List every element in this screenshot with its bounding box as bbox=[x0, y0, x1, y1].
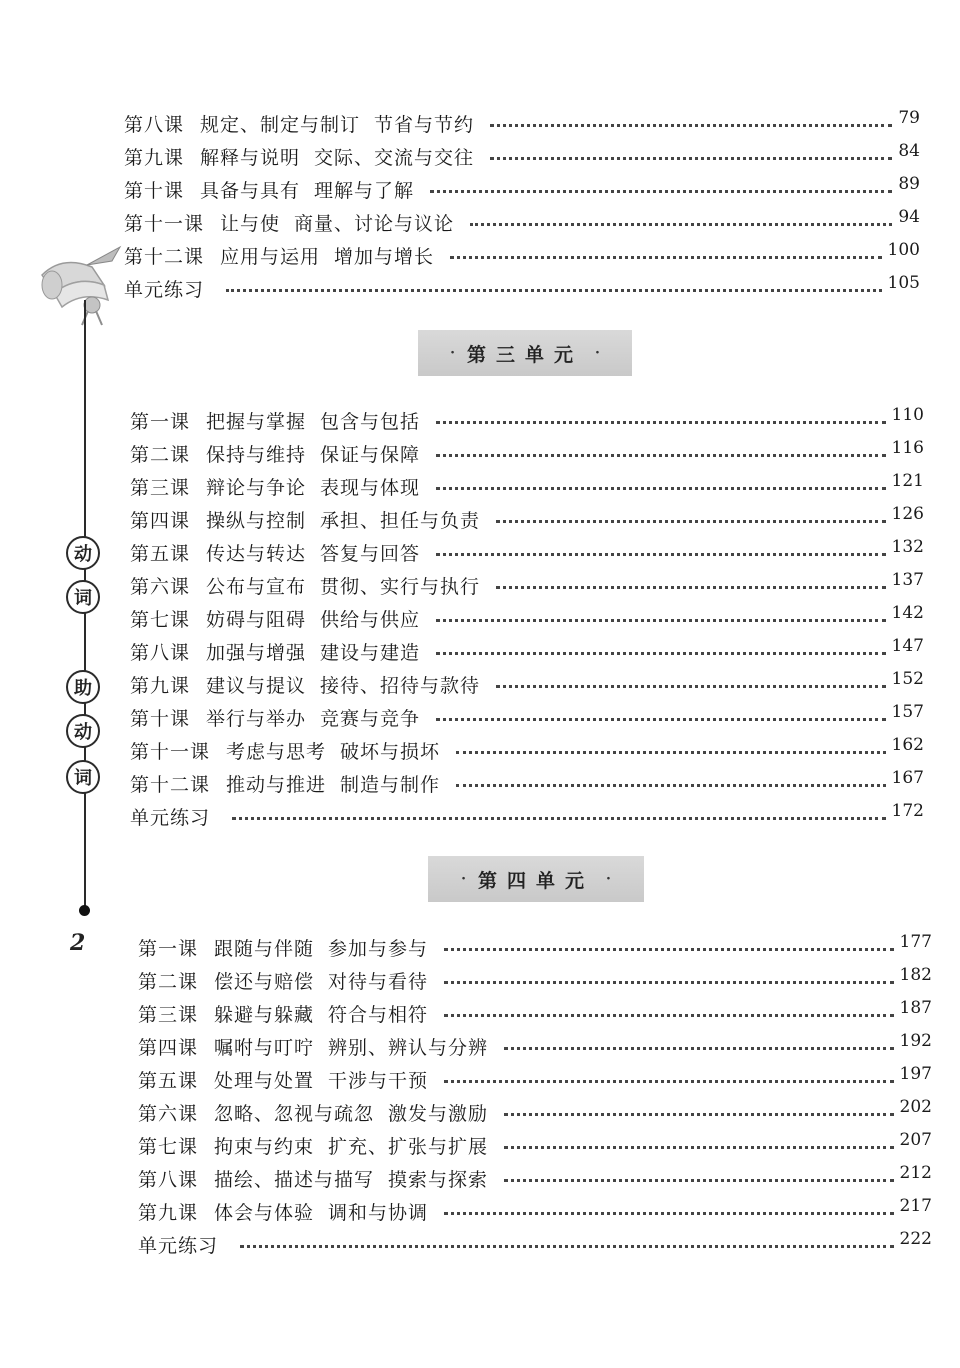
lesson-number: 单元练习 bbox=[138, 1234, 219, 1257]
lesson-number: 第八课 bbox=[124, 113, 185, 136]
page-ref: 110 bbox=[891, 405, 924, 425]
word-pair: 应用与运用 bbox=[220, 245, 321, 268]
dot-leader bbox=[444, 948, 894, 951]
page-ref: 84 bbox=[898, 141, 920, 161]
word-pair: 理解与了解 bbox=[314, 179, 415, 202]
lesson-number: 第二课 bbox=[138, 970, 199, 993]
word-pair: 解释与说明 bbox=[200, 146, 301, 169]
word-pair: 建议与提议 bbox=[206, 674, 307, 697]
lesson-number: 第三课 bbox=[138, 1003, 199, 1026]
dot-leader bbox=[496, 685, 886, 688]
dot-leader bbox=[504, 1146, 894, 1149]
word-pair: 推动与推进 bbox=[226, 773, 327, 796]
page-ref: 126 bbox=[891, 504, 924, 524]
dot-leader bbox=[436, 718, 886, 721]
lesson-number: 第一课 bbox=[138, 937, 199, 960]
word-pair: 干涉与干预 bbox=[328, 1069, 429, 1092]
word-pair: 嘱咐与叮咛 bbox=[214, 1036, 315, 1059]
word-pair: 辨别、辨认与分辨 bbox=[328, 1036, 489, 1059]
word-pair: 操纵与控制 bbox=[206, 509, 307, 532]
toc-entry[interactable] bbox=[130, 636, 924, 666]
lesson-number: 第十课 bbox=[124, 179, 185, 202]
word-pair: 制造与制作 bbox=[340, 773, 441, 796]
lesson-number: 第八课 bbox=[130, 641, 191, 664]
toc-entry[interactable] bbox=[130, 570, 924, 600]
word-pair: 保证与保障 bbox=[320, 443, 421, 466]
toc-entry[interactable] bbox=[138, 1163, 932, 1193]
dot-leader bbox=[496, 520, 886, 523]
page-ref: 187 bbox=[899, 998, 932, 1018]
page-ref: 105 bbox=[887, 273, 920, 293]
dot-leader bbox=[226, 289, 882, 292]
dot-leader bbox=[504, 1179, 894, 1182]
lesson-number: 单元练习 bbox=[130, 806, 211, 829]
toc-entry[interactable] bbox=[124, 207, 920, 237]
dot-leader bbox=[470, 223, 892, 226]
page-ref: 157 bbox=[891, 702, 924, 722]
word-pair: 接待、招待与款待 bbox=[320, 674, 481, 697]
dot-leader bbox=[444, 1080, 894, 1083]
page-ref: 89 bbox=[898, 174, 920, 194]
word-pair: 调和与协调 bbox=[328, 1201, 429, 1224]
word-pair: 体会与体验 bbox=[214, 1201, 315, 1224]
toc-entry[interactable] bbox=[138, 1130, 932, 1160]
word-pair: 传达与转达 bbox=[206, 542, 307, 565]
toc-entry[interactable] bbox=[130, 735, 924, 765]
side-label-char: 词 bbox=[66, 580, 100, 614]
toc-entry[interactable] bbox=[130, 702, 924, 732]
dot-leader bbox=[436, 421, 886, 424]
page-ref: 94 bbox=[898, 207, 920, 227]
lesson-number: 第十二课 bbox=[124, 245, 205, 268]
word-pair: 供给与供应 bbox=[320, 608, 421, 631]
word-pair: 对待与看待 bbox=[328, 970, 429, 993]
word-pair: 商量、讨论与议论 bbox=[294, 212, 455, 235]
scroll-quill-icon bbox=[32, 245, 132, 335]
toc-entry[interactable] bbox=[124, 273, 920, 303]
lesson-number: 第一课 bbox=[130, 410, 191, 433]
toc-entry[interactable] bbox=[130, 603, 924, 633]
page-ref: 147 bbox=[891, 636, 924, 656]
word-pair: 辩论与争论 bbox=[206, 476, 307, 499]
lesson-number: 第九课 bbox=[138, 1201, 199, 1224]
word-pair: 扩充、扩张与扩展 bbox=[328, 1135, 489, 1158]
side-label-char: 动 bbox=[66, 536, 100, 570]
page-ref: 116 bbox=[891, 438, 924, 458]
word-pair: 答复与回答 bbox=[320, 542, 421, 565]
word-pair: 参加与参与 bbox=[328, 937, 429, 960]
word-pair: 躲避与躲藏 bbox=[214, 1003, 315, 1026]
toc-entry[interactable] bbox=[130, 405, 924, 435]
lesson-number: 第八课 bbox=[138, 1168, 199, 1191]
word-pair: 保持与维持 bbox=[206, 443, 307, 466]
page-number: 2 bbox=[70, 930, 86, 956]
lesson-number: 第九课 bbox=[124, 146, 185, 169]
page-ref: 177 bbox=[899, 932, 932, 952]
toc-entry[interactable] bbox=[124, 240, 920, 270]
word-pair: 贯彻、实行与执行 bbox=[320, 575, 481, 598]
word-pair: 处理与处置 bbox=[214, 1069, 315, 1092]
word-pair: 具备与具有 bbox=[200, 179, 301, 202]
toc-entry[interactable] bbox=[138, 1031, 932, 1061]
page-ref: 142 bbox=[891, 603, 924, 623]
lesson-number: 第二课 bbox=[130, 443, 191, 466]
word-pair: 跟随与伴随 bbox=[214, 937, 315, 960]
dot-leader bbox=[496, 586, 886, 589]
side-label-char: 动 bbox=[66, 714, 100, 748]
dot-leader bbox=[436, 454, 886, 457]
page-ref: 79 bbox=[898, 108, 920, 128]
dot-leader bbox=[436, 619, 886, 622]
word-pair: 符合与相符 bbox=[328, 1003, 429, 1026]
dot-leader bbox=[444, 1014, 894, 1017]
word-pair: 拘束与约束 bbox=[214, 1135, 315, 1158]
word-pair: 增加与增长 bbox=[334, 245, 435, 268]
page-ref: 162 bbox=[891, 735, 924, 755]
toc-entry[interactable] bbox=[124, 174, 920, 204]
page-ref: 152 bbox=[891, 669, 924, 689]
dot-leader bbox=[436, 553, 886, 556]
page-ref: 197 bbox=[899, 1064, 932, 1084]
word-pair: 承担、担任与负责 bbox=[320, 509, 481, 532]
lesson-number: 第十二课 bbox=[130, 773, 211, 796]
word-pair: 描绘、描述与描写 bbox=[214, 1168, 375, 1191]
lesson-number: 单元练习 bbox=[124, 278, 205, 301]
word-pair: 举行与举办 bbox=[206, 707, 307, 730]
dot-leader bbox=[504, 1113, 894, 1116]
word-pair: 竞赛与竞争 bbox=[320, 707, 421, 730]
page-ref: 100 bbox=[887, 240, 920, 260]
page-ref: 202 bbox=[899, 1097, 932, 1117]
page-ref: 212 bbox=[899, 1163, 932, 1183]
unit-title: 第四单元 bbox=[477, 869, 594, 892]
lesson-number: 第七课 bbox=[130, 608, 191, 631]
side-label-char: 助 bbox=[66, 670, 100, 704]
word-pair: 让与使 bbox=[220, 212, 281, 235]
page-ref: 182 bbox=[899, 965, 932, 985]
toc-entry[interactable] bbox=[138, 1196, 932, 1226]
toc-entry[interactable] bbox=[138, 1097, 932, 1127]
toc-entry[interactable] bbox=[124, 141, 920, 171]
dot-leader bbox=[444, 981, 894, 984]
page-ref: 217 bbox=[899, 1196, 932, 1216]
word-pair: 妨碍与阻碍 bbox=[206, 608, 307, 631]
page-ref: 121 bbox=[891, 471, 924, 491]
page-ref: 167 bbox=[891, 768, 924, 788]
toc-entry[interactable] bbox=[130, 504, 924, 534]
word-pair: 忽略、忽视与疏忽 bbox=[214, 1102, 375, 1125]
word-pair: 包含与包括 bbox=[320, 410, 421, 433]
toc-entry[interactable] bbox=[130, 669, 924, 699]
toc-entry[interactable] bbox=[138, 998, 932, 1028]
page-ref: 222 bbox=[899, 1229, 932, 1249]
word-pair: 考虑与思考 bbox=[226, 740, 327, 763]
word-pair: 加强与增强 bbox=[206, 641, 307, 664]
lesson-number: 第六课 bbox=[138, 1102, 199, 1125]
toc-entry[interactable] bbox=[138, 965, 932, 995]
word-pair: 摸索与探索 bbox=[388, 1168, 489, 1191]
toc-entry[interactable] bbox=[138, 1229, 932, 1259]
lesson-number: 第十一课 bbox=[130, 740, 211, 763]
dot-leader bbox=[240, 1245, 894, 1248]
side-label-char: 词 bbox=[66, 760, 100, 794]
dot-leader bbox=[450, 256, 882, 259]
page-ref: 207 bbox=[899, 1130, 932, 1150]
word-pair: 表现与体现 bbox=[320, 476, 421, 499]
word-pair: 交际、交流与交往 bbox=[314, 146, 475, 169]
page-ref: 172 bbox=[891, 801, 924, 821]
side-rule-end-dot bbox=[79, 905, 90, 916]
lesson-number: 第十一课 bbox=[124, 212, 205, 235]
toc-entry[interactable] bbox=[138, 1064, 932, 1094]
word-pair: 把握与掌握 bbox=[206, 410, 307, 433]
page-ref: 137 bbox=[891, 570, 924, 590]
dot-leader bbox=[490, 157, 892, 160]
unit-banner: · 第三单元 · bbox=[418, 330, 632, 376]
dot-leader bbox=[436, 652, 886, 655]
lesson-number: 第九课 bbox=[130, 674, 191, 697]
toc-entry[interactable] bbox=[130, 801, 924, 831]
dot-leader bbox=[504, 1047, 894, 1050]
dot-leader bbox=[456, 784, 886, 787]
dot-leader bbox=[490, 124, 892, 127]
lesson-number: 第五课 bbox=[130, 542, 191, 565]
word-pair: 建设与建造 bbox=[320, 641, 421, 664]
unit-title: 第三单元 bbox=[466, 343, 583, 366]
lesson-number: 第三课 bbox=[130, 476, 191, 499]
toc-entry[interactable] bbox=[124, 108, 920, 138]
page-ref: 132 bbox=[891, 537, 924, 557]
lesson-number: 第七课 bbox=[138, 1135, 199, 1158]
word-pair: 破坏与损坏 bbox=[340, 740, 441, 763]
dot-leader bbox=[232, 817, 886, 820]
unit-banner: · 第四单元 · bbox=[428, 856, 644, 902]
lesson-number: 第十课 bbox=[130, 707, 191, 730]
word-pair: 公布与宣布 bbox=[206, 575, 307, 598]
word-pair: 偿还与赔偿 bbox=[214, 970, 315, 993]
dot-leader bbox=[444, 1212, 894, 1215]
lesson-number: 第四课 bbox=[138, 1036, 199, 1059]
dot-leader bbox=[430, 190, 892, 193]
toc-entry[interactable] bbox=[130, 537, 924, 567]
word-pair: 激发与激励 bbox=[388, 1102, 489, 1125]
toc-entry[interactable] bbox=[130, 438, 924, 468]
word-pair: 节省与节约 bbox=[374, 113, 475, 136]
dot-leader bbox=[456, 751, 886, 754]
toc-entry[interactable] bbox=[130, 471, 924, 501]
lesson-number: 第五课 bbox=[138, 1069, 199, 1092]
toc-entry[interactable] bbox=[130, 768, 924, 798]
word-pair: 规定、制定与制订 bbox=[200, 113, 361, 136]
dot-leader bbox=[436, 487, 886, 490]
lesson-number: 第六课 bbox=[130, 575, 191, 598]
page-ref: 192 bbox=[899, 1031, 932, 1051]
lesson-number: 第四课 bbox=[130, 509, 191, 532]
toc-entry[interactable] bbox=[138, 932, 932, 962]
